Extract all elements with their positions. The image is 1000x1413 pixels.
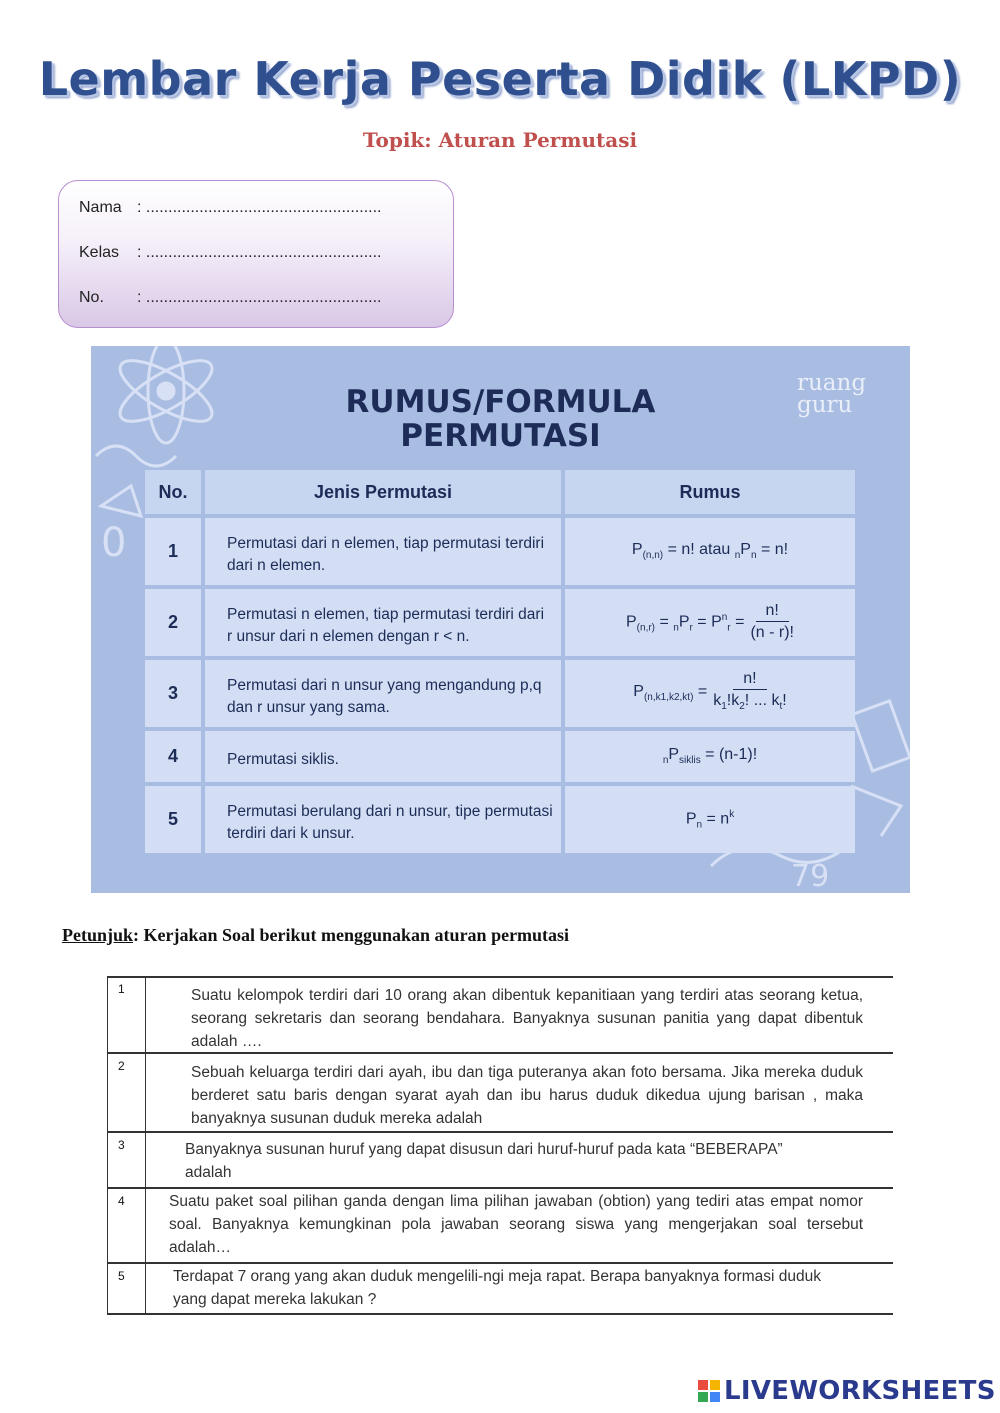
worksheet-title: Lembar Kerja Peserta Didik (LKPD)	[38, 52, 962, 106]
row-no: 1	[145, 518, 201, 585]
question-number: 3	[107, 1132, 146, 1188]
formula-4: $_nP_{siklis} = (n-1)$!	[565, 731, 855, 782]
instruction-text: : Kerjakan Soal berikut menggunakan aturan permutasi	[133, 925, 570, 945]
identity-label: Kelas	[79, 244, 120, 261]
instruction	[62, 925, 569, 946]
row-description: Permutasi dari n elemen, tiap permutasi terdiri dari n elemen.	[205, 518, 561, 585]
row-description: Permutasi n elemen, tiap permutasi terdiri dari r unsur dari n elemen dengan r < n.	[205, 589, 561, 656]
formula-5: $P_n = n^k$	[565, 786, 855, 853]
identity-blank[interactable]: : .....................................................	[137, 244, 382, 261]
question-text: Terdapat 7 orang yang akan duduk mengelili-ngi meja rapat. Berapa banyaknya formasi duduk yang dapat mereka lakukan ?	[173, 1268, 821, 1308]
topic-subtitle: Topik: Aturan Permutasi	[362, 128, 638, 152]
question-text: Sebuah keluarga terdiri dari ayah, ibu dan tiga puteranya akan foto bersama. Jika mereka duduk berderet satu baris dengan syarat ayah dan ibu harus duduk dikedua ujung barisan , maka banyaknya susunan duduk mereka adalah	[191, 1064, 863, 1127]
footer-brand: LIVEWORKSHEETS	[724, 1376, 996, 1406]
formula-2: $P_{(n,r)} = _nP_r = P^n_r$ = $\frac{n!}{(n - r)!}$	[565, 589, 855, 656]
question-number: 2	[107, 1053, 146, 1132]
header-no: No.	[145, 470, 201, 514]
liveworksheets-logo	[698, 1376, 996, 1406]
row-description: Permutasi dari n unsur yang mengandung p,q dan r unsur yang sama.	[205, 660, 561, 727]
question-row	[107, 1053, 893, 1132]
question-row	[107, 1188, 893, 1263]
identity-row-kelas	[79, 244, 382, 262]
header-formula: Rumus	[565, 470, 855, 514]
question-number: 5	[107, 1263, 146, 1314]
question-row	[107, 1263, 893, 1314]
row-description: Permutasi berulang dari n unsur, tipe permutasi terdiri dari k unsur.	[205, 786, 561, 853]
svg-text:79: 79	[791, 859, 830, 893]
question-number: 1	[107, 976, 146, 1053]
table-border	[107, 1313, 893, 1315]
identity-label: Nama	[79, 199, 122, 216]
student-identity-box	[58, 180, 454, 328]
question-row	[107, 976, 893, 1053]
identity-row-nama	[79, 199, 382, 217]
formula-3: $P_{(n,k1,k2,kt)}$ = $\frac{n!}{k_1!k_2! ... k_t!}$	[565, 660, 855, 727]
identity-blank[interactable]: : .....................................................	[137, 289, 382, 306]
liveworksheets-logo-icon	[698, 1380, 720, 1402]
formula-panel	[91, 346, 910, 893]
question-row	[107, 1132, 893, 1188]
identity-row-no	[79, 289, 382, 307]
formula-1: $P_{(n,n)} = n$! atau $_nP_n = n$!	[565, 518, 855, 585]
formula-title-line2: PERMUTASI	[400, 418, 601, 454]
row-description: Permutasi siklis.	[205, 731, 561, 782]
row-no: 2	[145, 589, 201, 656]
row-no: 3	[145, 660, 201, 727]
ruangguru-logo	[797, 372, 877, 416]
formula-title-line1: RUMUS/FORMULA	[345, 384, 656, 420]
question-number: 4	[107, 1188, 146, 1263]
question-text: Suatu paket soal pilihan ganda dengan lima pilihan jawaban (obtion) yang tediri atas empat nomor soal. Banyaknya kemungkinan pola jawaban seorang siswa yang mengerjakan soal tersebut adalah…	[169, 1193, 863, 1256]
svg-text:0: 0	[101, 520, 127, 566]
row-no: 4	[145, 731, 201, 782]
brand-line1: ruang	[797, 370, 867, 396]
identity-blank[interactable]: : .....................................................	[137, 199, 382, 216]
brand-line2: guru	[797, 392, 853, 418]
row-no: 5	[145, 786, 201, 853]
question-text: Suatu kelompok terdiri dari 10 orang akan dibentuk kepanitiaan yang terdiri atas seorang ketua, seorang sekretaris dan seorang bendahara. Banyaknya susunan panitia yang dapat dibentuk adalah ….	[191, 987, 863, 1050]
question-text: Banyaknya susunan huruf yang dapat disusun dari huruf-huruf pada kata “BEBERAPA” adalah	[185, 1141, 783, 1181]
header-type: Jenis Permutasi	[205, 470, 561, 514]
instruction-label: Petunjuk	[62, 925, 134, 945]
identity-label: No.	[79, 289, 104, 306]
